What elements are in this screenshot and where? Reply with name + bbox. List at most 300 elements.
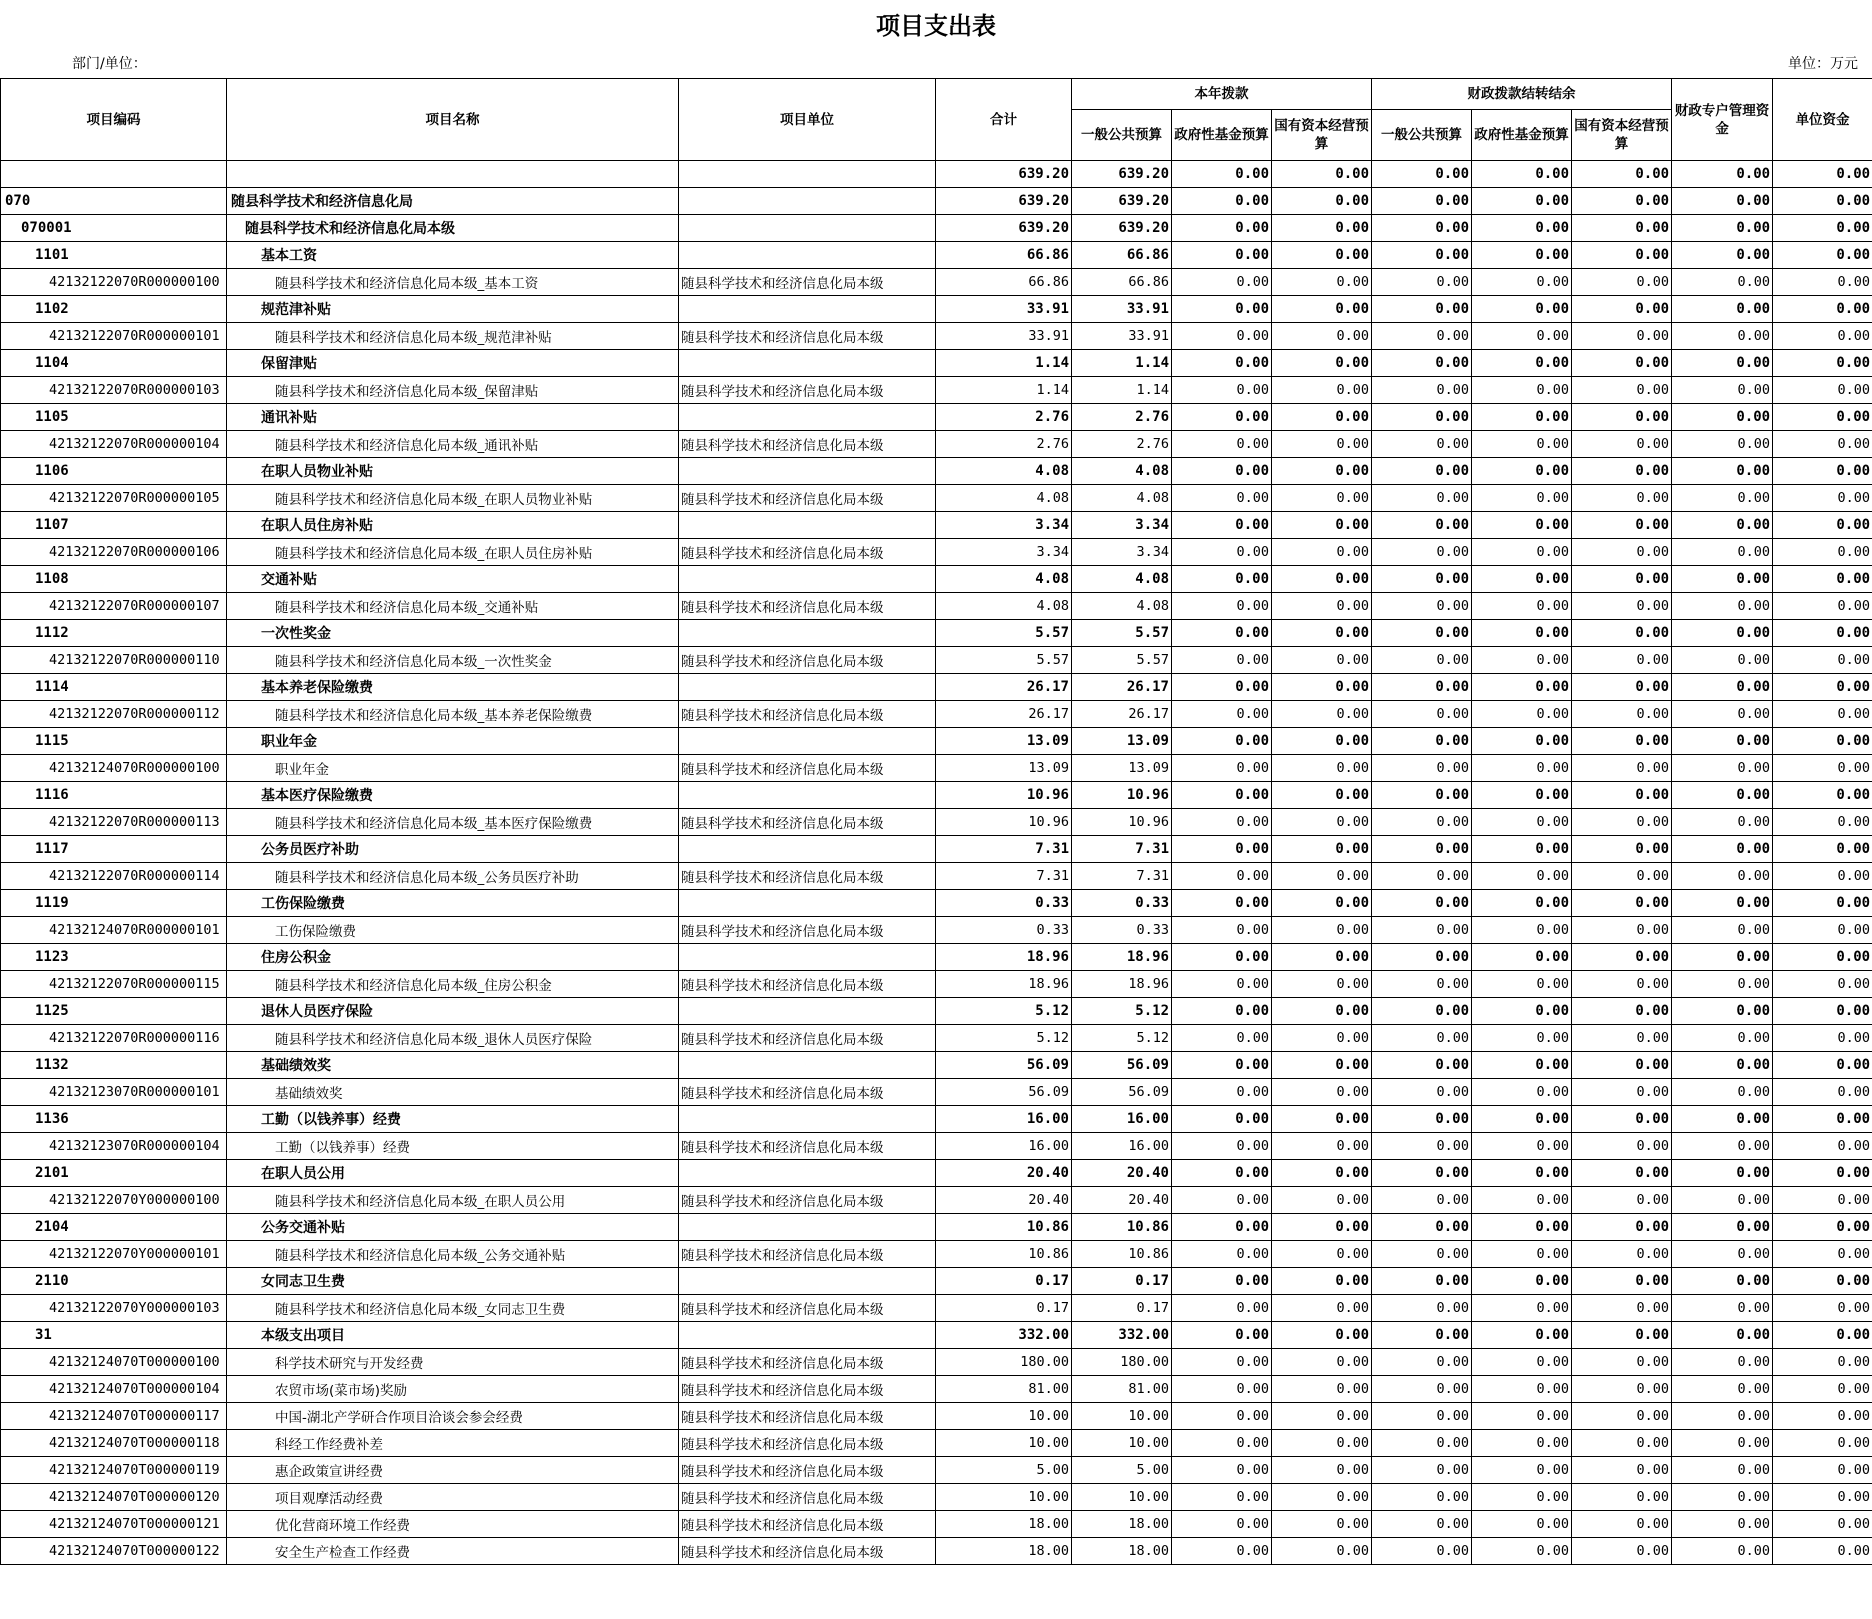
cell-special: 0.00 xyxy=(1672,620,1773,647)
cell-gov-fund: 0.00 xyxy=(1172,674,1272,701)
cell-general: 10.00 xyxy=(1072,1403,1172,1430)
cell-total: 13.09 xyxy=(936,728,1072,755)
cell-unit-funds: 0.00 xyxy=(1773,782,1872,809)
cell-unit-funds: 0.00 xyxy=(1773,728,1872,755)
cell-state-capital: 0.00 xyxy=(1272,1430,1372,1457)
cell-carry-state-capital: 0.00 xyxy=(1572,647,1672,674)
cell-total: 16.00 xyxy=(936,1106,1072,1133)
cell-special: 0.00 xyxy=(1672,1376,1773,1403)
cell-total: 4.08 xyxy=(936,485,1072,512)
cell-code: 1101 xyxy=(1,242,227,269)
table-row xyxy=(1,242,1872,269)
cell-general: 0.33 xyxy=(1072,917,1172,944)
cell-gov-fund: 0.00 xyxy=(1172,998,1272,1025)
cell-gov-fund: 0.00 xyxy=(1172,377,1272,404)
cell-state-capital: 0.00 xyxy=(1272,566,1372,593)
cell-state-capital: 0.00 xyxy=(1272,620,1372,647)
cell-unit xyxy=(679,998,936,1025)
cell-carry-general: 0.00 xyxy=(1372,809,1472,836)
cell-name: 随县科学技术和经济信息化局本级_基本工资 xyxy=(227,269,679,296)
cell-unit-funds: 0.00 xyxy=(1773,188,1872,215)
cell-special: 0.00 xyxy=(1672,566,1773,593)
cell-special: 0.00 xyxy=(1672,161,1773,188)
cell-unit-funds: 0.00 xyxy=(1773,647,1872,674)
cell-unit xyxy=(679,1052,936,1079)
cell-total: 18.96 xyxy=(936,971,1072,998)
cell-unit-funds: 0.00 xyxy=(1773,1484,1872,1511)
cell-code: 42132122070R000000105 xyxy=(1,485,227,512)
cell-general: 10.00 xyxy=(1072,1484,1172,1511)
cell-general: 20.40 xyxy=(1072,1160,1172,1187)
header-unit-funds: 单位资金 xyxy=(1773,79,1872,161)
cell-unit xyxy=(679,1106,936,1133)
cell-carry-state-capital: 0.00 xyxy=(1572,917,1672,944)
cell-general: 4.08 xyxy=(1072,458,1172,485)
cell-carry-general: 0.00 xyxy=(1372,404,1472,431)
cell-carry-gov-fund: 0.00 xyxy=(1472,1376,1572,1403)
cell-carry-gov-fund: 0.00 xyxy=(1472,1025,1572,1052)
cell-unit: 随县科学技术和经济信息化局本级 xyxy=(679,863,936,890)
table-row xyxy=(1,1484,1872,1511)
cell-name: 基础绩效奖 xyxy=(227,1052,679,1079)
cell-carry-state-capital: 0.00 xyxy=(1572,836,1672,863)
cell-carry-general: 0.00 xyxy=(1372,1538,1472,1565)
cell-unit: 随县科学技术和经济信息化局本级 xyxy=(679,269,936,296)
cell-carry-general: 0.00 xyxy=(1372,944,1472,971)
cell-gov-fund: 0.00 xyxy=(1172,1052,1272,1079)
cell-total: 66.86 xyxy=(936,242,1072,269)
cell-code: 2101 xyxy=(1,1160,227,1187)
header-gov-fund: 政府性基金预算 xyxy=(1172,110,1272,161)
cell-unit xyxy=(679,890,936,917)
cell-unit: 随县科学技术和经济信息化局本级 xyxy=(679,971,936,998)
cell-state-capital: 0.00 xyxy=(1272,701,1372,728)
cell-carry-state-capital: 0.00 xyxy=(1572,1403,1672,1430)
cell-general: 66.86 xyxy=(1072,269,1172,296)
cell-gov-fund: 0.00 xyxy=(1172,1430,1272,1457)
cell-carry-gov-fund: 0.00 xyxy=(1472,1295,1572,1322)
cell-name: 在职人员住房补贴 xyxy=(227,512,679,539)
cell-state-capital: 0.00 xyxy=(1272,890,1372,917)
cell-gov-fund: 0.00 xyxy=(1172,1457,1272,1484)
cell-gov-fund: 0.00 xyxy=(1172,350,1272,377)
cell-total: 639.20 xyxy=(936,215,1072,242)
cell-carry-state-capital: 0.00 xyxy=(1572,1484,1672,1511)
cell-state-capital: 0.00 xyxy=(1272,485,1372,512)
cell-carry-gov-fund: 0.00 xyxy=(1472,755,1572,782)
cell-carry-general: 0.00 xyxy=(1372,539,1472,566)
cell-gov-fund: 0.00 xyxy=(1172,404,1272,431)
cell-carry-gov-fund: 0.00 xyxy=(1472,1349,1572,1376)
cell-code: 42132122070R000000101 xyxy=(1,323,227,350)
cell-unit-funds: 0.00 xyxy=(1773,1214,1872,1241)
table-row xyxy=(1,1511,1872,1538)
cell-unit-funds: 0.00 xyxy=(1773,242,1872,269)
cell-code: 42132124070T000000118 xyxy=(1,1430,227,1457)
cell-carry-general: 0.00 xyxy=(1372,1322,1472,1349)
cell-code: 42132122070R000000112 xyxy=(1,701,227,728)
cell-special: 0.00 xyxy=(1672,890,1773,917)
cell-state-capital: 0.00 xyxy=(1272,1538,1372,1565)
cell-special: 0.00 xyxy=(1672,350,1773,377)
cell-unit-funds: 0.00 xyxy=(1773,1403,1872,1430)
cell-code: 42132124070T000000100 xyxy=(1,1349,227,1376)
cell-general: 18.96 xyxy=(1072,944,1172,971)
cell-name: 惠企政策宣讲经费 xyxy=(227,1457,679,1484)
cell-general: 332.00 xyxy=(1072,1322,1172,1349)
cell-general: 5.00 xyxy=(1072,1457,1172,1484)
cell-name xyxy=(227,161,679,188)
cell-special: 0.00 xyxy=(1672,1241,1773,1268)
cell-gov-fund: 0.00 xyxy=(1172,188,1272,215)
cell-state-capital: 0.00 xyxy=(1272,755,1372,782)
cell-unit xyxy=(679,566,936,593)
cell-carry-state-capital: 0.00 xyxy=(1572,188,1672,215)
cell-code: 070001 xyxy=(1,215,227,242)
cell-gov-fund: 0.00 xyxy=(1172,566,1272,593)
cell-carry-general: 0.00 xyxy=(1372,1052,1472,1079)
department-label: 部门/单位： xyxy=(72,56,147,72)
cell-unit-funds: 0.00 xyxy=(1773,1457,1872,1484)
cell-unit: 随县科学技术和经济信息化局本级 xyxy=(679,1430,936,1457)
cell-state-capital: 0.00 xyxy=(1272,1079,1372,1106)
cell-unit-funds: 0.00 xyxy=(1773,404,1872,431)
table-row xyxy=(1,1133,1872,1160)
cell-general: 81.00 xyxy=(1072,1376,1172,1403)
cell-carry-gov-fund: 0.00 xyxy=(1472,1538,1572,1565)
cell-state-capital: 0.00 xyxy=(1272,242,1372,269)
cell-special: 0.00 xyxy=(1672,512,1773,539)
cell-carry-general: 0.00 xyxy=(1372,485,1472,512)
cell-total: 18.00 xyxy=(936,1511,1072,1538)
cell-state-capital: 0.00 xyxy=(1272,1349,1372,1376)
cell-name: 随县科学技术和经济信息化局本级_在职人员物业补贴 xyxy=(227,485,679,512)
cell-general: 3.34 xyxy=(1072,512,1172,539)
cell-state-capital: 0.00 xyxy=(1272,836,1372,863)
header-special: 财政专户管理资金 xyxy=(1672,79,1773,161)
cell-carry-state-capital: 0.00 xyxy=(1572,863,1672,890)
cell-carry-state-capital: 0.00 xyxy=(1572,1214,1672,1241)
cell-general: 7.31 xyxy=(1072,863,1172,890)
cell-carry-state-capital: 0.00 xyxy=(1572,1025,1672,1052)
cell-general: 5.57 xyxy=(1072,620,1172,647)
header-carry-state-capital: 国有资本经营预算 xyxy=(1572,110,1672,161)
cell-name: 随县科学技术和经济信息化局本级_一次性奖金 xyxy=(227,647,679,674)
header-general: 一般公共预算 xyxy=(1072,110,1172,161)
cell-unit-funds: 0.00 xyxy=(1773,431,1872,458)
cell-carry-general: 0.00 xyxy=(1372,323,1472,350)
table-row xyxy=(1,1295,1872,1322)
cell-carry-general: 0.00 xyxy=(1372,1511,1472,1538)
cell-name: 随县科学技术和经济信息化局本级_交通补贴 xyxy=(227,593,679,620)
cell-unit: 随县科学技术和经济信息化局本级 xyxy=(679,593,936,620)
table-row xyxy=(1,1268,1872,1295)
cell-state-capital: 0.00 xyxy=(1272,431,1372,458)
cell-name: 随县科学技术和经济信息化局本级_住房公积金 xyxy=(227,971,679,998)
cell-code: 1112 xyxy=(1,620,227,647)
cell-carry-gov-fund: 0.00 xyxy=(1472,242,1572,269)
cell-name: 交通补贴 xyxy=(227,566,679,593)
cell-carry-gov-fund: 0.00 xyxy=(1472,512,1572,539)
cell-state-capital: 0.00 xyxy=(1272,323,1372,350)
cell-carry-general: 0.00 xyxy=(1372,1349,1472,1376)
cell-special: 0.00 xyxy=(1672,1295,1773,1322)
cell-code: 42132122070Y000000100 xyxy=(1,1187,227,1214)
cell-carry-gov-fund: 0.00 xyxy=(1472,1322,1572,1349)
cell-total: 5.57 xyxy=(936,620,1072,647)
cell-carry-general: 0.00 xyxy=(1372,782,1472,809)
table-body xyxy=(1,161,1872,1565)
cell-carry-gov-fund: 0.00 xyxy=(1472,431,1572,458)
cell-carry-gov-fund: 0.00 xyxy=(1472,1079,1572,1106)
cell-carry-general: 0.00 xyxy=(1372,836,1472,863)
cell-total: 2.76 xyxy=(936,431,1072,458)
cell-special: 0.00 xyxy=(1672,1052,1773,1079)
cell-special: 0.00 xyxy=(1672,674,1773,701)
cell-total: 639.20 xyxy=(936,188,1072,215)
cell-unit-funds: 0.00 xyxy=(1773,296,1872,323)
cell-unit: 随县科学技术和经济信息化局本级 xyxy=(679,1376,936,1403)
cell-name: 规范津补贴 xyxy=(227,296,679,323)
header-state-capital: 国有资本经营预算 xyxy=(1272,110,1372,161)
cell-name: 在职人员公用 xyxy=(227,1160,679,1187)
table-row xyxy=(1,1241,1872,1268)
cell-special: 0.00 xyxy=(1672,404,1773,431)
header-carry-general: 一般公共预算 xyxy=(1372,110,1472,161)
cell-gov-fund: 0.00 xyxy=(1172,485,1272,512)
cell-code: 42132124070T000000121 xyxy=(1,1511,227,1538)
cell-general: 10.86 xyxy=(1072,1241,1172,1268)
cell-total: 33.91 xyxy=(936,323,1072,350)
cell-carry-state-capital: 0.00 xyxy=(1572,1052,1672,1079)
cell-name: 保留津贴 xyxy=(227,350,679,377)
table-row xyxy=(1,998,1872,1025)
cell-name: 随县科学技术和经济信息化局本级_保留津贴 xyxy=(227,377,679,404)
cell-special: 0.00 xyxy=(1672,1430,1773,1457)
cell-name: 基本医疗保险缴费 xyxy=(227,782,679,809)
cell-special: 0.00 xyxy=(1672,1349,1773,1376)
cell-state-capital: 0.00 xyxy=(1272,1268,1372,1295)
cell-special: 0.00 xyxy=(1672,458,1773,485)
cell-carry-state-capital: 0.00 xyxy=(1572,431,1672,458)
cell-state-capital: 0.00 xyxy=(1272,674,1372,701)
header-total: 合计 xyxy=(936,79,1072,161)
cell-carry-general: 0.00 xyxy=(1372,1133,1472,1160)
cell-gov-fund: 0.00 xyxy=(1172,512,1272,539)
cell-total: 0.17 xyxy=(936,1268,1072,1295)
cell-carry-state-capital: 0.00 xyxy=(1572,728,1672,755)
cell-special: 0.00 xyxy=(1672,188,1773,215)
cell-general: 10.86 xyxy=(1072,1214,1172,1241)
cell-total: 18.96 xyxy=(936,944,1072,971)
cell-unit-funds: 0.00 xyxy=(1773,1160,1872,1187)
cell-state-capital: 0.00 xyxy=(1272,269,1372,296)
cell-carry-gov-fund: 0.00 xyxy=(1472,323,1572,350)
cell-name: 随县科学技术和经济信息化局本级_在职人员公用 xyxy=(227,1187,679,1214)
cell-unit: 随县科学技术和经济信息化局本级 xyxy=(679,431,936,458)
cell-code: 42132122070R000000114 xyxy=(1,863,227,890)
cell-carry-state-capital: 0.00 xyxy=(1572,242,1672,269)
cell-gov-fund: 0.00 xyxy=(1172,1160,1272,1187)
cell-total: 332.00 xyxy=(936,1322,1072,1349)
table-row xyxy=(1,269,1872,296)
cell-special: 0.00 xyxy=(1672,755,1773,782)
cell-carry-general: 0.00 xyxy=(1372,1376,1472,1403)
cell-special: 0.00 xyxy=(1672,782,1773,809)
cell-general: 66.86 xyxy=(1072,242,1172,269)
cell-unit: 随县科学技术和经济信息化局本级 xyxy=(679,1349,936,1376)
cell-carry-general: 0.00 xyxy=(1372,215,1472,242)
cell-unit-funds: 0.00 xyxy=(1773,458,1872,485)
cell-carry-gov-fund: 0.00 xyxy=(1472,647,1572,674)
cell-code: 42132122070R000000104 xyxy=(1,431,227,458)
cell-unit: 随县科学技术和经济信息化局本级 xyxy=(679,755,936,782)
cell-general: 10.96 xyxy=(1072,809,1172,836)
cell-gov-fund: 0.00 xyxy=(1172,809,1272,836)
cell-total: 4.08 xyxy=(936,566,1072,593)
cell-state-capital: 0.00 xyxy=(1272,458,1372,485)
cell-unit-funds: 0.00 xyxy=(1773,1538,1872,1565)
cell-special: 0.00 xyxy=(1672,1106,1773,1133)
cell-state-capital: 0.00 xyxy=(1272,1133,1372,1160)
cell-general: 4.08 xyxy=(1072,566,1172,593)
table-row xyxy=(1,701,1872,728)
cell-unit: 随县科学技术和经济信息化局本级 xyxy=(679,917,936,944)
cell-gov-fund: 0.00 xyxy=(1172,863,1272,890)
cell-unit-funds: 0.00 xyxy=(1773,1295,1872,1322)
table-row xyxy=(1,215,1872,242)
cell-unit-funds: 0.00 xyxy=(1773,512,1872,539)
cell-gov-fund: 0.00 xyxy=(1172,917,1272,944)
cell-name: 科经工作经费补差 xyxy=(227,1430,679,1457)
cell-carry-gov-fund: 0.00 xyxy=(1472,944,1572,971)
cell-carry-general: 0.00 xyxy=(1372,1106,1472,1133)
cell-general: 18.00 xyxy=(1072,1538,1172,1565)
cell-code: 42132122070R000000100 xyxy=(1,269,227,296)
cell-state-capital: 0.00 xyxy=(1272,917,1372,944)
cell-special: 0.00 xyxy=(1672,1268,1773,1295)
cell-carry-gov-fund: 0.00 xyxy=(1472,1214,1572,1241)
cell-code: 2110 xyxy=(1,1268,227,1295)
cell-name: 随县科学技术和经济信息化局本级_公务交通补贴 xyxy=(227,1241,679,1268)
cell-carry-state-capital: 0.00 xyxy=(1572,404,1672,431)
cell-code: 42132124070T000000122 xyxy=(1,1538,227,1565)
cell-carry-state-capital: 0.00 xyxy=(1572,161,1672,188)
cell-special: 0.00 xyxy=(1672,1403,1773,1430)
cell-general: 3.34 xyxy=(1072,539,1172,566)
cell-total: 26.17 xyxy=(936,674,1072,701)
cell-special: 0.00 xyxy=(1672,1214,1773,1241)
cell-unit-funds: 0.00 xyxy=(1773,1430,1872,1457)
cell-code: 070 xyxy=(1,188,227,215)
cell-carry-general: 0.00 xyxy=(1372,701,1472,728)
cell-state-capital: 0.00 xyxy=(1272,1457,1372,1484)
cell-carry-state-capital: 0.00 xyxy=(1572,1079,1672,1106)
cell-carry-state-capital: 0.00 xyxy=(1572,620,1672,647)
cell-code: 1105 xyxy=(1,404,227,431)
cell-total: 5.57 xyxy=(936,647,1072,674)
cell-name: 公务交通补贴 xyxy=(227,1214,679,1241)
table-row xyxy=(1,512,1872,539)
cell-total: 0.17 xyxy=(936,1295,1072,1322)
cell-state-capital: 0.00 xyxy=(1272,1511,1372,1538)
cell-unit xyxy=(679,242,936,269)
cell-unit-funds: 0.00 xyxy=(1773,1322,1872,1349)
cell-general: 0.17 xyxy=(1072,1268,1172,1295)
cell-unit: 随县科学技术和经济信息化局本级 xyxy=(679,1133,936,1160)
cell-state-capital: 0.00 xyxy=(1272,863,1372,890)
cell-state-capital: 0.00 xyxy=(1272,1484,1372,1511)
cell-state-capital: 0.00 xyxy=(1272,998,1372,1025)
cell-total: 56.09 xyxy=(936,1079,1072,1106)
table-row xyxy=(1,161,1872,188)
cell-code: 1102 xyxy=(1,296,227,323)
cell-gov-fund: 0.00 xyxy=(1172,1376,1272,1403)
cell-gov-fund: 0.00 xyxy=(1172,1349,1272,1376)
cell-carry-state-capital: 0.00 xyxy=(1572,971,1672,998)
cell-carry-gov-fund: 0.00 xyxy=(1472,1160,1572,1187)
cell-carry-state-capital: 0.00 xyxy=(1572,593,1672,620)
cell-name: 工勤（以钱养事）经费 xyxy=(227,1106,679,1133)
cell-general: 33.91 xyxy=(1072,296,1172,323)
table-row xyxy=(1,350,1872,377)
cell-carry-gov-fund: 0.00 xyxy=(1472,1187,1572,1214)
cell-state-capital: 0.00 xyxy=(1272,1403,1372,1430)
cell-carry-general: 0.00 xyxy=(1372,1079,1472,1106)
cell-carry-gov-fund: 0.00 xyxy=(1472,836,1572,863)
cell-gov-fund: 0.00 xyxy=(1172,1187,1272,1214)
cell-gov-fund: 0.00 xyxy=(1172,161,1272,188)
cell-carry-general: 0.00 xyxy=(1372,1268,1472,1295)
cell-code: 1106 xyxy=(1,458,227,485)
cell-unit xyxy=(679,458,936,485)
cell-code: 1114 xyxy=(1,674,227,701)
cell-unit-funds: 0.00 xyxy=(1773,1133,1872,1160)
cell-total: 10.96 xyxy=(936,809,1072,836)
cell-carry-general: 0.00 xyxy=(1372,566,1472,593)
cell-name: 安全生产检查工作经费 xyxy=(227,1538,679,1565)
cell-total: 7.31 xyxy=(936,863,1072,890)
table-row xyxy=(1,1079,1872,1106)
cell-carry-gov-fund: 0.00 xyxy=(1472,1511,1572,1538)
table-row xyxy=(1,1403,1872,1430)
cell-code: 1115 xyxy=(1,728,227,755)
cell-total: 10.96 xyxy=(936,782,1072,809)
cell-carry-general: 0.00 xyxy=(1372,1430,1472,1457)
cell-special: 0.00 xyxy=(1672,1133,1773,1160)
cell-unit xyxy=(679,1214,936,1241)
cell-unit-funds: 0.00 xyxy=(1773,215,1872,242)
cell-general: 10.96 xyxy=(1072,782,1172,809)
cell-name: 科学技术研究与开发经费 xyxy=(227,1349,679,1376)
cell-unit-funds: 0.00 xyxy=(1773,620,1872,647)
cell-state-capital: 0.00 xyxy=(1272,539,1372,566)
cell-general: 5.12 xyxy=(1072,1025,1172,1052)
cell-carry-state-capital: 0.00 xyxy=(1572,1457,1672,1484)
table-row xyxy=(1,1025,1872,1052)
cell-unit xyxy=(679,296,936,323)
table-row xyxy=(1,539,1872,566)
cell-carry-general: 0.00 xyxy=(1372,1457,1472,1484)
cell-code: 1104 xyxy=(1,350,227,377)
cell-name: 基础绩效奖 xyxy=(227,1079,679,1106)
cell-total: 13.09 xyxy=(936,755,1072,782)
cell-carry-gov-fund: 0.00 xyxy=(1472,566,1572,593)
cell-gov-fund: 0.00 xyxy=(1172,1214,1272,1241)
table-row xyxy=(1,323,1872,350)
cell-carry-general: 0.00 xyxy=(1372,188,1472,215)
cell-special: 0.00 xyxy=(1672,944,1773,971)
